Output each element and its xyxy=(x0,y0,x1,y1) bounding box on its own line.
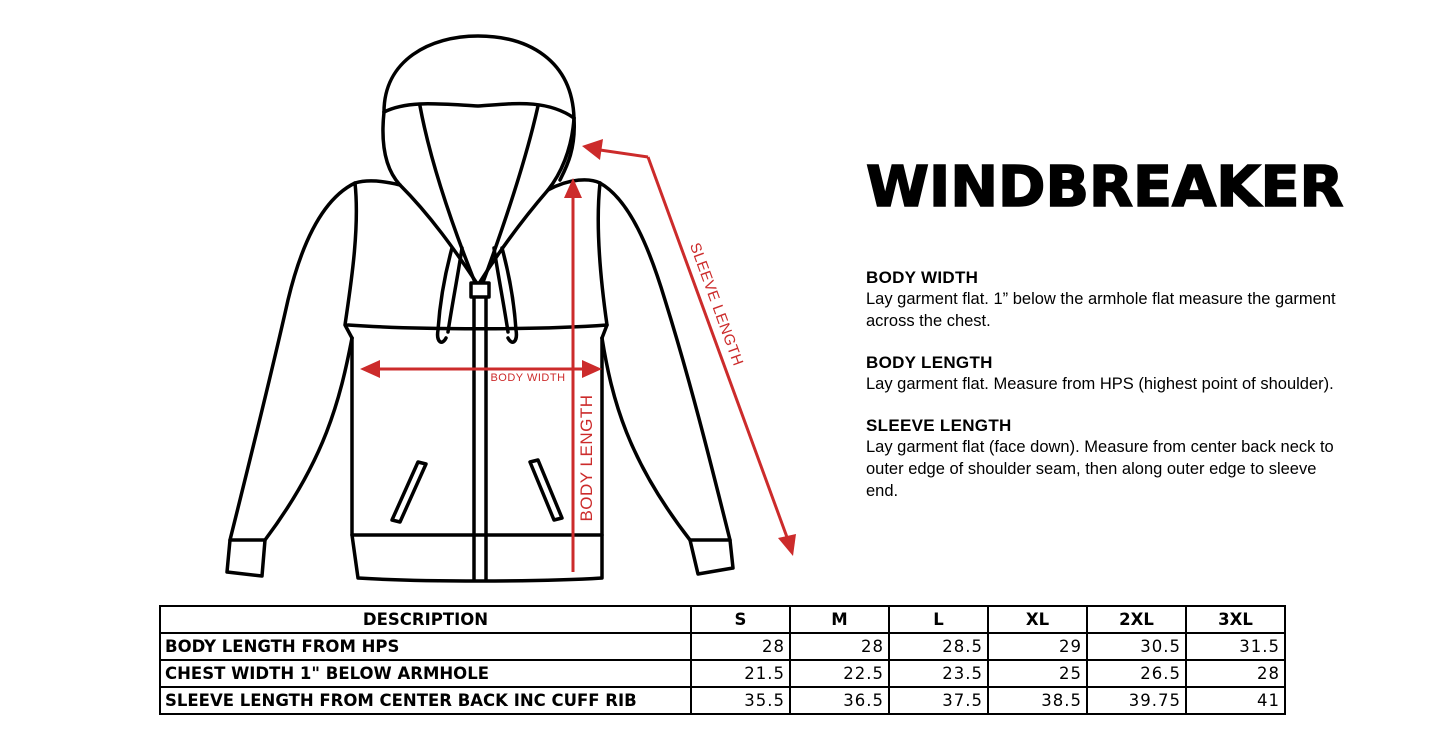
arrowhead-width-right xyxy=(582,360,602,378)
cell-value: 29 xyxy=(988,633,1087,660)
instruction-body-length xyxy=(866,352,1336,395)
hood-outline xyxy=(384,36,574,180)
cell-value: 28 xyxy=(691,633,790,660)
cell-value: 28 xyxy=(790,633,889,660)
cell-value: 37.5 xyxy=(889,687,988,714)
sleeve-length-arrow xyxy=(600,150,648,157)
row-description: BODY LENGTH FROM HPS xyxy=(160,633,691,660)
cell-value: 36.5 xyxy=(790,687,889,714)
left-cuff xyxy=(227,540,265,576)
cell-value: 22.5 xyxy=(790,660,889,687)
windbreaker-illustration xyxy=(210,28,810,593)
right-sleeve xyxy=(548,180,730,540)
measurement-instructions xyxy=(866,267,1336,522)
instruction-heading: SLEEVE LENGTH xyxy=(866,416,1012,435)
body-width-label: BODY WIDTH xyxy=(490,372,566,384)
cell-value: 35.5 xyxy=(691,687,790,714)
header-size-l: L xyxy=(889,606,988,633)
arrowhead-width-left xyxy=(360,360,380,378)
header-size-m: M xyxy=(790,606,889,633)
waistband xyxy=(352,535,602,581)
header-description: DESCRIPTION xyxy=(160,606,691,633)
hood-opening xyxy=(384,104,574,118)
size-chart-table xyxy=(159,605,1286,715)
table-row xyxy=(160,633,1285,660)
cell-value: 28.5 xyxy=(889,633,988,660)
table-row xyxy=(160,687,1285,714)
hood-inner-left xyxy=(383,112,478,285)
page-title: WINDBREAKER xyxy=(866,155,1344,220)
row-description: CHEST WIDTH 1" BELOW ARMHOLE xyxy=(160,660,691,687)
cell-value: 28 xyxy=(1186,660,1285,687)
header-size-s: S xyxy=(691,606,790,633)
pocket-right xyxy=(530,460,562,520)
pocket-left xyxy=(392,462,426,522)
cell-value: 39.75 xyxy=(1087,687,1186,714)
instruction-text: Lay garment flat (face down). Measure from center back neck to outer edge of shoulder seam, then along outer edge to sleeve end. xyxy=(866,438,1334,500)
header-size-xl: XL xyxy=(988,606,1087,633)
body-length-label: BODY LENGTH xyxy=(577,394,596,522)
instruction-heading: BODY LENGTH xyxy=(866,353,993,372)
row-description: SLEEVE LENGTH FROM CENTER BACK INC CUFF RIB xyxy=(160,687,691,714)
instruction-sleeve-length xyxy=(866,415,1336,502)
left-sleeve xyxy=(230,181,400,540)
header-size-3xl: 3XL xyxy=(1186,606,1285,633)
cell-value: 31.5 xyxy=(1186,633,1285,660)
table-row xyxy=(160,660,1285,687)
zipper xyxy=(474,295,486,580)
sleeve-length-label: SLEEVE LENGTH xyxy=(686,240,747,369)
table-header-row xyxy=(160,606,1285,633)
cell-value: 30.5 xyxy=(1087,633,1186,660)
cell-value: 21.5 xyxy=(691,660,790,687)
instruction-body-width xyxy=(866,267,1336,332)
instruction-text: Lay garment flat. Measure from HPS (highest point of shoulder). xyxy=(866,375,1334,393)
cell-value: 23.5 xyxy=(889,660,988,687)
right-cuff xyxy=(690,540,733,574)
cell-value: 38.5 xyxy=(988,687,1087,714)
instruction-text: Lay garment flat. 1” below the armhole flat measure the garment across the chest. xyxy=(866,290,1336,330)
cell-value: 25 xyxy=(988,660,1087,687)
cell-value: 26.5 xyxy=(1087,660,1186,687)
instruction-heading: BODY WIDTH xyxy=(866,268,979,287)
header-size-2xl: 2XL xyxy=(1087,606,1186,633)
cell-value: 41 xyxy=(1186,687,1285,714)
arrowhead-sleeve-bottom xyxy=(778,534,796,556)
arrowhead-sleeve-top xyxy=(582,139,603,160)
